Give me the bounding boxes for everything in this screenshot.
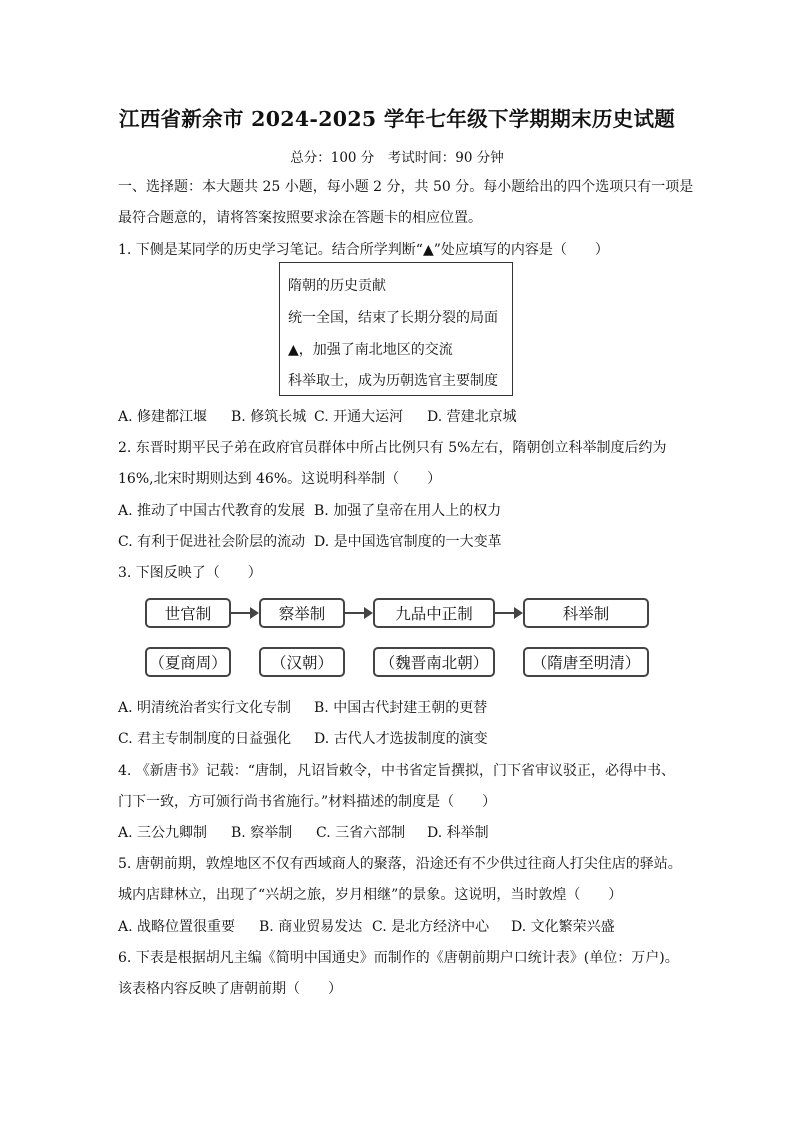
flow-box-system: 世官制 bbox=[145, 598, 231, 628]
q4-stem-line2: 门下一致，方可颁行尚书省施行。”材料描述的制度是（ ） bbox=[118, 794, 497, 810]
q1-note-box bbox=[279, 262, 513, 396]
flow-box-system: 科举制 bbox=[523, 598, 649, 628]
q3-option-c[interactable]: C. 君主专制制度的日益强化 bbox=[118, 731, 292, 747]
flow-box-system: 九品中正制 bbox=[373, 598, 495, 628]
q1-option-d[interactable]: D. 营建北京城 bbox=[427, 409, 517, 425]
arrow-right-icon bbox=[364, 607, 373, 619]
q3-stem: 3. 下图反映了（ ） bbox=[118, 565, 262, 581]
q2-option-c[interactable]: C. 有利于促进社会阶层的流动 bbox=[118, 534, 306, 550]
q1-note-line: 科举取士，成为历朝选官主要制度 bbox=[288, 373, 498, 389]
q1-note-line: 统一全国，结束了长期分裂的局面 bbox=[288, 310, 498, 326]
q6-stem-line1: 6. 下表是根据胡凡主编《简明中国通史》而制作的《唐朝前期户口统计表》(单位：万户)。 bbox=[118, 950, 679, 966]
flow-box-period: （魏晋南北朝） bbox=[373, 647, 495, 677]
q2-option-a[interactable]: A. 推动了中国古代教育的发展 bbox=[118, 503, 306, 519]
q2-option-b[interactable]: B. 加强了皇帝在用人上的权力 bbox=[314, 503, 502, 519]
q6-stem-line2: 该表格内容反映了唐朝前期（ ） bbox=[118, 981, 342, 997]
q4-option-b[interactable]: B. 察举制 bbox=[231, 825, 293, 841]
flow-arrow-line bbox=[495, 612, 514, 614]
q4-option-d[interactable]: D. 科举制 bbox=[427, 825, 489, 841]
q2-option-d[interactable]: D. 是中国选官制度的一大变革 bbox=[314, 534, 502, 550]
q4-option-c[interactable]: C. 三省六部制 bbox=[316, 825, 406, 841]
flow-box-period: （夏商周） bbox=[145, 647, 231, 677]
exam-subtitle: 总分：100 分 考试时间：90 分钟 bbox=[290, 150, 504, 166]
q1-option-c[interactable]: C. 开通大运河 bbox=[314, 409, 404, 425]
q5-option-b[interactable]: B. 商业贸易发达 bbox=[259, 919, 363, 935]
q1-note-line: 隋朝的历史贡献 bbox=[288, 278, 386, 294]
q3-option-a[interactable]: A. 明清统治者实行文化专制 bbox=[118, 700, 292, 716]
q1-option-b[interactable]: B. 修筑长城 bbox=[231, 409, 307, 425]
section-instructions-line2: 最符合题意的，请将答案按照要求涂在答题卡的相应位置。 bbox=[118, 210, 482, 226]
q3-option-b[interactable]: B. 中国古代封建王朝的更替 bbox=[314, 700, 488, 716]
q1-option-a[interactable]: A. 修建都江堰 bbox=[118, 409, 208, 425]
q1-stem: 1. 下侧是某同学的历史学习笔记。结合所学判断“▲”处应填写的内容是（ ） bbox=[118, 242, 609, 258]
flow-arrow-line bbox=[345, 612, 364, 614]
q5-stem-line2: 城内店肆林立，出现了“兴胡之旅，岁月相继”的景象。这说明，当时敦煌（ ） bbox=[118, 887, 623, 903]
flow-box-period: （汉朝） bbox=[259, 647, 345, 677]
q2-stem-line1: 2. 东晋时期平民子弟在政府官员群体中所占比例只有 5%左右，隋朝创立科举制度后约为 bbox=[118, 440, 667, 456]
q4-stem-line1: 4. 《新唐书》记载：“唐制，凡诏旨敕令，中书省定旨撰拟，门下省审议驳正，必得中书、 bbox=[118, 763, 675, 779]
flow-box-period: （隋唐至明清） bbox=[523, 647, 649, 677]
flow-arrow-line bbox=[231, 612, 250, 614]
q1-note-line: ▲，加强了南北地区的交流 bbox=[288, 342, 453, 358]
section-instructions-line1: 一、选择题：本大题共 25 小题，每小题 2 分，共 50 分。每小题给出的四个选项只有一项是 bbox=[118, 179, 694, 195]
arrow-right-icon bbox=[514, 607, 523, 619]
q3-option-d[interactable]: D. 古代人才选拔制度的演变 bbox=[314, 731, 488, 747]
q4-option-a[interactable]: A. 三公九卿制 bbox=[118, 825, 208, 841]
q5-stem-line1: 5. 唐朝前期，敦煌地区不仅有西域商人的聚落，沿途还有不少供过往商人打尖住店的驿站。 bbox=[118, 856, 682, 872]
q5-option-a[interactable]: A. 战略位置很重要 bbox=[118, 919, 236, 935]
q5-option-c[interactable]: C. 是北方经济中心 bbox=[372, 919, 490, 935]
q2-stem-line2: 16%,北宋时期则达到 46%。这说明科举制（ ） bbox=[118, 471, 442, 487]
exam-title: 江西省新余市 2024-2025 学年七年级下学期期末历史试题 bbox=[118, 107, 676, 131]
flow-box-system: 察举制 bbox=[259, 598, 345, 628]
arrow-right-icon bbox=[250, 607, 259, 619]
q5-option-d[interactable]: D. 文化繁荣兴盛 bbox=[511, 919, 615, 935]
